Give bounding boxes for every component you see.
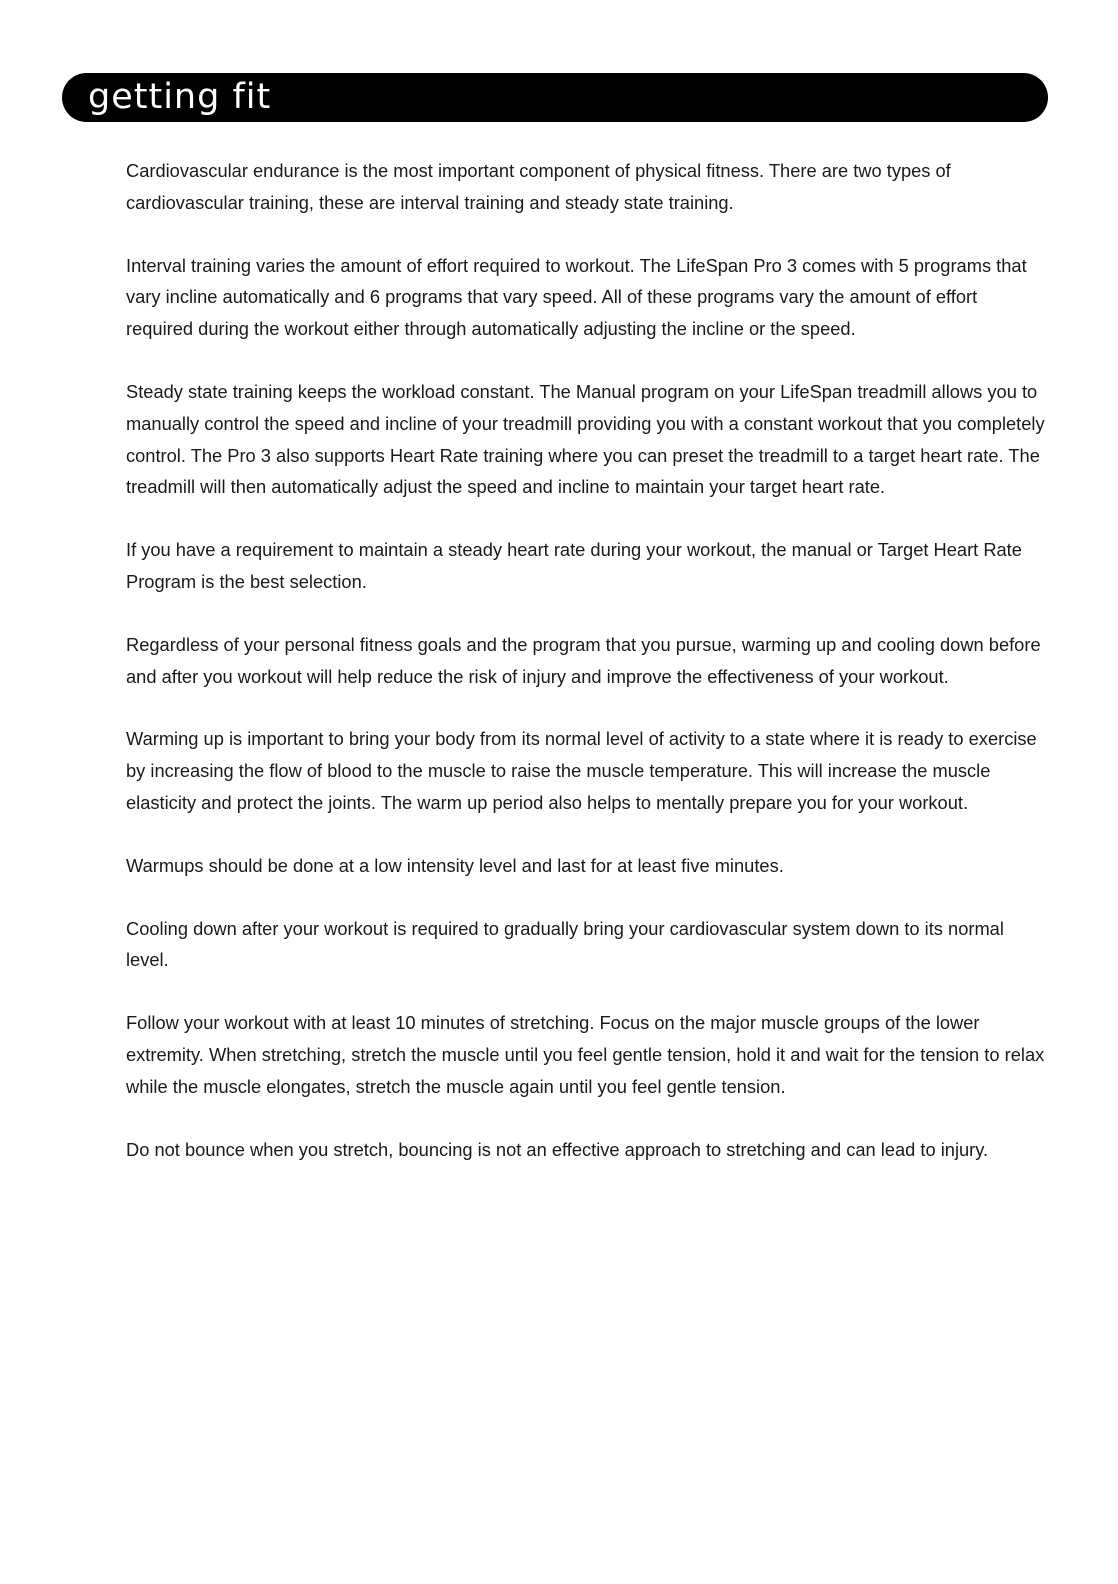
paragraph-steady-state: Steady state training keeps the workload constant. The Manual program on your LifeSpan treadmill allows you to manually control the speed and incline of your treadmill providing you with a constant workout that you completely control. The Pro 3 also supports Heart Rate training where you can preset the treadmill to a target heart rate. The treadmill will then automatically adjust the speed and incline to maintain your target heart rate. (126, 380, 1045, 498)
paragraph-no-bounce: Do not bounce when you stretch, bouncing is not an effective approach to stretching and can lead to injury. (126, 1138, 989, 1160)
paragraph-stretching: Follow your workout with at least 10 minutes of stretching. Focus on the major muscle groups of the lower extremity. When stretching, stretch the muscle until you feel gentle tension, hold it and wait for the tension to relax while the muscle elongates, stretch the muscle again until you feel gentle tension. (126, 1012, 1045, 1097)
paragraph-heart-rate: If you have a requirement to maintain a steady heart rate during your workout, the manual or Target Heart Rate Program is the best selection. (126, 539, 1022, 592)
paragraph-cooling-down: Cooling down after your workout is required to gradually bring your cardiovascular system down to its normal level. (126, 917, 1004, 971)
section-header-bar (62, 73, 1048, 122)
section-title: getting fit (88, 77, 272, 117)
paragraph-warming-up: Warming up is important to bring your body from its normal level of activity to a state where it is ready to exercise by increasing the flow of blood to the muscle to raise the muscle temperature. This will increase the muscle elasticity and protect the joints. The warm up period also helps to mentally prepare you for your workout. (126, 728, 1037, 813)
body-text (126, 155, 1046, 1196)
paragraph-interval-training: Interval training varies the amount of effort required to workout. The LifeSpan Pro 3 comes with 5 programs that vary incline automatically and 6 programs that vary speed. All of these programs vary the amount of effort required during the workout either through automatically adjusting the incline or the speed. (126, 254, 1027, 340)
paragraph-cardio-endurance: Cardiovascular endurance is the most important component of physical fitness. There are two types of cardiovascular training, these are interval training and steady state training. (126, 160, 951, 213)
paragraph-warm-cool: Regardless of your personal fitness goals and the program that you pursue, warming up and cooling down before and after you workout will help reduce the risk of injury and improve the effectiveness of your workout. (126, 633, 1041, 687)
paragraph-warmup-duration: Warmups should be done at a low intensity level and last for at least five minutes. (126, 854, 784, 876)
